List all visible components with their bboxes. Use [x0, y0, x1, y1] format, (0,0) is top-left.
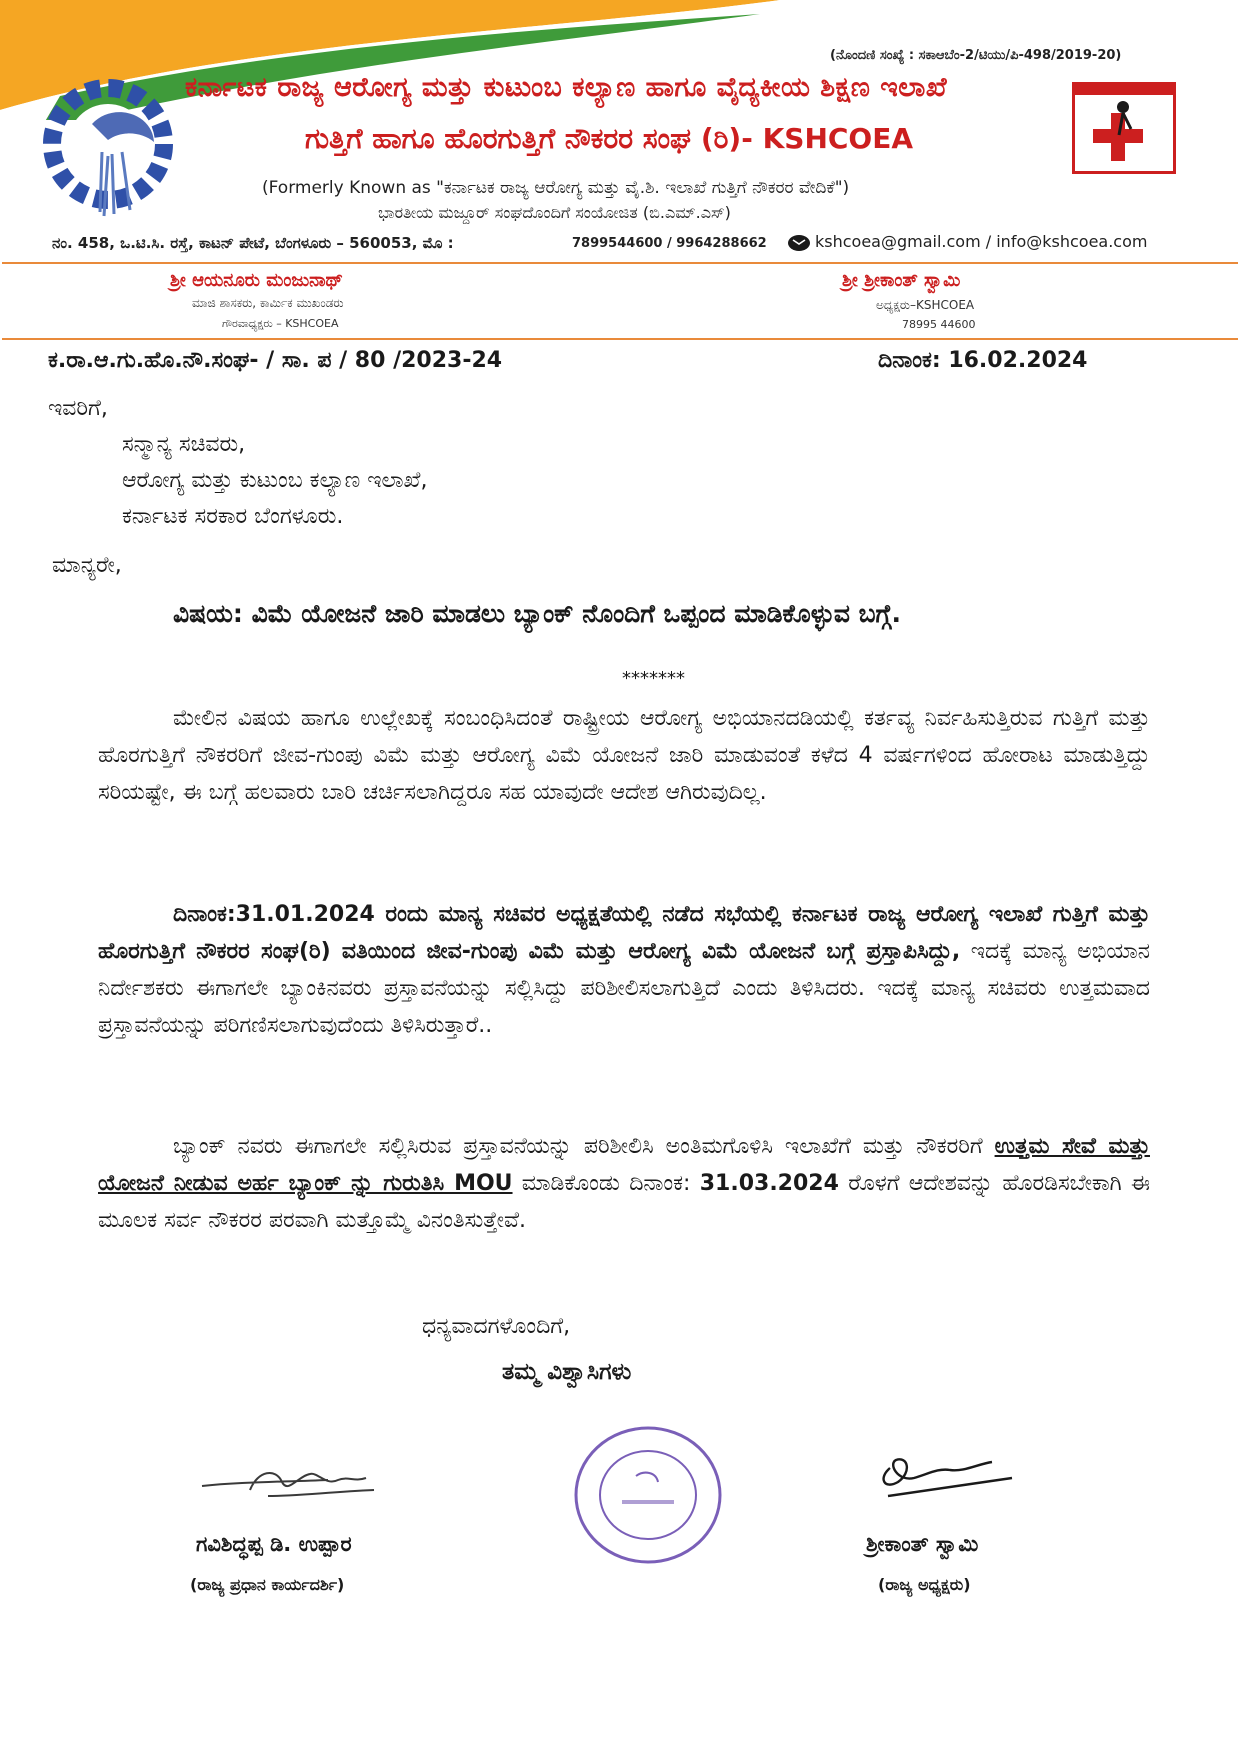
phone-numbers: 7899544600 / 9964288662 [572, 236, 767, 251]
office-address: ನಂ. 458, ಒ.ಟಿ.ಸಿ. ರಸ್ತೆ, ಕಾಟನ್ ಪೇಟೆ, ಬೆಂಗಳೂರು – 560053, ಮೊ : [52, 234, 454, 252]
kshcoea-logo [1072, 82, 1176, 174]
subject-line: ವಿಷಯ: ವಿಮೆ ಯೋಜನೆ ಜಾರಿ ಮಾಡಲು ಬ್ಯಾಂಕ್ ನೊಂದಿಗೆ ಒಪ್ಪಂದ ಮಾಡಿಕೊಳ್ಳುವ ಬಗ್ಗೆ. [173, 599, 901, 628]
reference-number: ಕ.ರಾ.ಆ.ಗು.ಹೊ.ನೌ.ಸಂಘ- / ಸಾ. ಪ / 80 /2023-24 [48, 348, 503, 373]
org-name-line2: ಗುತ್ತಿಗೆ ಹಾಗೂ ಹೊರಗುತ್ತಿಗೆ ನೌಕರರ ಸಂಘ (ರಿ)- KSHCOEA [305, 122, 914, 155]
paragraph-3-text-b: ಮಾಡಿಕೊಂಡು ದಿನಾಂಕ: [512, 1171, 700, 1196]
signatory-left-name: ಗವಿಶಿದ್ಧಪ್ಪ ಡಿ. ಉಪ್ಪಾರ [196, 1532, 352, 1556]
header-divider-top [2, 262, 1238, 264]
signature-right [868, 1438, 1018, 1518]
closing-yours-faithfully: ತಮ್ಮ ವಿಶ್ವಾಸಿಗಳು [502, 1359, 632, 1385]
signatory-left-role: (ರಾಜ್ಯ ಪ್ರಧಾನ ಕಾರ್ಯದರ್ಶಿ) [190, 1575, 345, 1594]
paragraph-2-text: ಇದಕ್ಕೆ ಮಾನ್ಯ ಅಭಿಯಾನ ನಿರ್ದೇಶಕರು ಈಗಾಗಲೇ ಬ್ಯಾಂಕಿನವರು ಪ್ರಸ್ತಾವನೆಯನ್ನು ಸಲ್ಲಿಸಿದ್ದು ಪರಿಶೀಲಿಸಲಾಗುತ್ತಿದೆ ಎಂದು ತಿಳಿಸಿದರು. ಇದಕ್ಕೆ ಮಾನ್ಯ ಸಚಿವರು ಉತ್ತಮವಾದ ಪ್ರಸ್ತಾವನೆಯನ್ನು ಪರಿಗಣಿಸಲಾಗುವುದೆಂದು ತಿಳಿಸಿರುತ್ತಾರೆ.. [98, 939, 1150, 1038]
recipient-line-3: ಕರ್ನಾಟಕ ಸರಕಾರ ಬೆಂಗಳೂರು. [122, 504, 344, 529]
recipient-line-1: ಸನ್ಮಾನ್ಯ ಸಚಿವರು, [122, 432, 246, 457]
signatory-right-name: ಶ್ರೀಕಾಂತ್ ಸ್ವಾಮಿ [866, 1532, 979, 1556]
signature-left [198, 1452, 398, 1512]
separator-stars: ******* [622, 668, 685, 689]
patron-left-title: ಗೌರವಾಧ್ಯಕ್ಷರು – KSHCOEA [222, 317, 339, 330]
signatory-right-role: (ರಾಜ್ಯ ಅಧ್ಯಕ್ಷರು) [878, 1575, 971, 1594]
org-logo [42, 72, 182, 222]
patron-left-role: ಮಾಜಿ ಶಾಸಕರು, ಕಾರ್ಮಿಕ ಮುಖಂಡರು [192, 296, 344, 310]
paragraph-3-text-a: ಬ್ಯಾಂಕ್ ನವರು ಈಗಾಗಲೇ ಸಲ್ಲಿಸಿರುವ ಪ್ರಸ್ತಾವನೆಯನ್ನು ಪರಿಶೀಲಿಸಿ ಅಂತಿಮಗೊಳಿಸಿ ಇಲಾಖೆಗೆ ಮತ್ತು ನೌಕರರಿಗೆ [173, 1134, 995, 1159]
registration-number: (ನೊಂದಣಿ ಸಂಖ್ಯೆ : ಸಕಾಆಬೆಂ-2/ಟಿಯು/ಪಿ-498/2019-20) [830, 48, 1122, 63]
paragraph-3-deadline: 31.03.2024 [699, 1171, 839, 1196]
organisation-seal [572, 1424, 724, 1566]
mail-icon [788, 235, 810, 251]
recipient-line-2: ಆರೋಗ್ಯ ಮತ್ತು ಕುಟುಂಬ ಕಲ್ಯಾಣ ಇಲಾಖೆ, [122, 468, 428, 493]
addressee-label: ಇವರಿಗೆ, [48, 396, 108, 421]
patron-right-name: ಶ್ರೀ ಶ್ರೀಕಾಂತ್ ಸ್ವಾಮಿ [842, 270, 961, 291]
formerly-known-as: (Formerly Known as "ಕರ್ನಾಟಕ ರಾಜ್ಯ ಆರೋಗ್ಯ ಮತ್ತು ವೈ.ಶಿ. ಇಲಾಖೆ ಗುತ್ತಿಗೆ ನೌಕರರ ವೇದಿಕೆ") [262, 178, 850, 198]
org-name-line1: ಕರ್ನಾಟಕ ರಾಜ್ಯ ಆರೋಗ್ಯ ಮತ್ತು ಕುಟುಂಬ ಕಲ್ಯಾಣ ಹಾಗೂ ವೈದ್ಯಕೀಯ ಶಿಕ್ಷಣ ಇಲಾಖೆ [185, 72, 948, 103]
affiliation: ಭಾರತೀಯ ಮಜ್ದೂರ್ ಸಂಘದೊಂದಿಗೆ ಸಂಯೋಜಿತ (ಬಿ.ಎಮ್.ಎಸ್) [378, 203, 731, 222]
paragraph-1: ಮೇಲಿನ ವಿಷಯ ಹಾಗೂ ಉಲ್ಲೇಖಕ್ಕೆ ಸಂಬಂಧಿಸಿದಂತೆ ರಾಷ್ಟ್ರೀಯ ಆರೋಗ್ಯ ಅಭಿಯಾನದಡಿಯಲ್ಲಿ ಕರ್ತವ್ಯ ನಿರ್ವಹಿಸುತ್ತಿರುವ ಗುತ್ತಿಗೆ ಮತ್ತು ಹೊರಗುತ್ತಿಗೆ ನೌಕರರಿಗೆ ಜೀವ-ಗುಂಪು ವಿಮೆ ಮತ್ತು ಆರೋಗ್ಯ ವಿಮೆ ಯೋಜನೆ ಜಾರಿ ಮಾಡುವಂತೆ ಕಳೆದ 4 ವರ್ಷಗಳಿಂದ ಹೋರಾಟ ಮಾಡುತ್ತಿದ್ದು ಸರಿಯಷ್ಟೇ, ಈ ಬಗ್ಗೆ ಹಲವಾರು ಬಾರಿ ಚರ್ಚಿಸಲಾಗಿದ್ದರೂ ಸಹ ಯಾವುದೇ ಆದೇಶ ಆಗಿರುವುದಿಲ್ಲ. [98, 706, 1150, 805]
patron-right-phone: 78995 44600 [902, 318, 976, 331]
letter-date: ದಿನಾಂಕ: 16.02.2024 [878, 348, 1088, 373]
closing-thanks: ಧನ್ಯವಾದಗಳೊಂದಿಗೆ, [422, 1314, 571, 1339]
salutation: ಮಾನ್ಯರೇ, [52, 553, 122, 578]
paragraph-2 [98, 896, 1150, 1044]
paragraph-3-text-c: ರೊಳಗೆ ಆದೇಶವನ್ನು ಹೊರಡಿಸಬೇಕಾಗಿ ಈ ಮೂಲಕ ಸರ್ವ ನೌಕರರ ಪರವಾಗಿ ಮತ್ತೊಮ್ಮೆ ವಿನಂತಿಸುತ್ತೇವೆ. [98, 1171, 1150, 1233]
email-addresses: kshcoea@gmail.com / info@kshcoea.com [815, 232, 1148, 251]
paragraph-3-underlined: ಉತ್ತಮ ಸೇವೆ ಮತ್ತು ಯೋಜನೆ ನೀಡುವ ಅರ್ಹ ಬ್ಯಾಂಕ್ ನ್ನು ಗುರುತಿಸಿ MOU [98, 1134, 1150, 1196]
patron-left-name: ಶ್ರೀ ಆಯನೂರು ಮಂಜುನಾಥ್ [170, 270, 344, 291]
paragraph-2-highlight: ದಿನಾಂಕ:31.01.2024 ರಂದು ಮಾನ್ಯ ಸಚಿವರ ಅಧ್ಯಕ್ಷತೆಯಲ್ಲಿ ನಡೆದ ಸಭೆಯಲ್ಲಿ ಕರ್ನಾಟಕ ರಾಜ್ಯ ಆರೋಗ್ಯ ಇಲಾಖೆ ಗುತ್ತಿಗೆ ಮತ್ತು ಹೊರಗುತ್ತಿಗೆ ನೌಕರರ ಸಂಘ(ರಿ) ವತಿಯಿಂದ ಜೀವ-ಗುಂಪು ವಿಮೆ ಮತ್ತು ಆರೋಗ್ಯ ವಿಮೆ ಯೋಜನೆ ಬಗ್ಗೆ ಪ್ರಸ್ತಾಪಿಸಿದ್ದು, [98, 902, 1150, 964]
header-divider-bottom [2, 338, 1238, 340]
patron-right-role: ಅಧ್ಯಕ್ಷರು–KSHCOEA [876, 298, 975, 312]
paragraph-3 [98, 1128, 1150, 1239]
